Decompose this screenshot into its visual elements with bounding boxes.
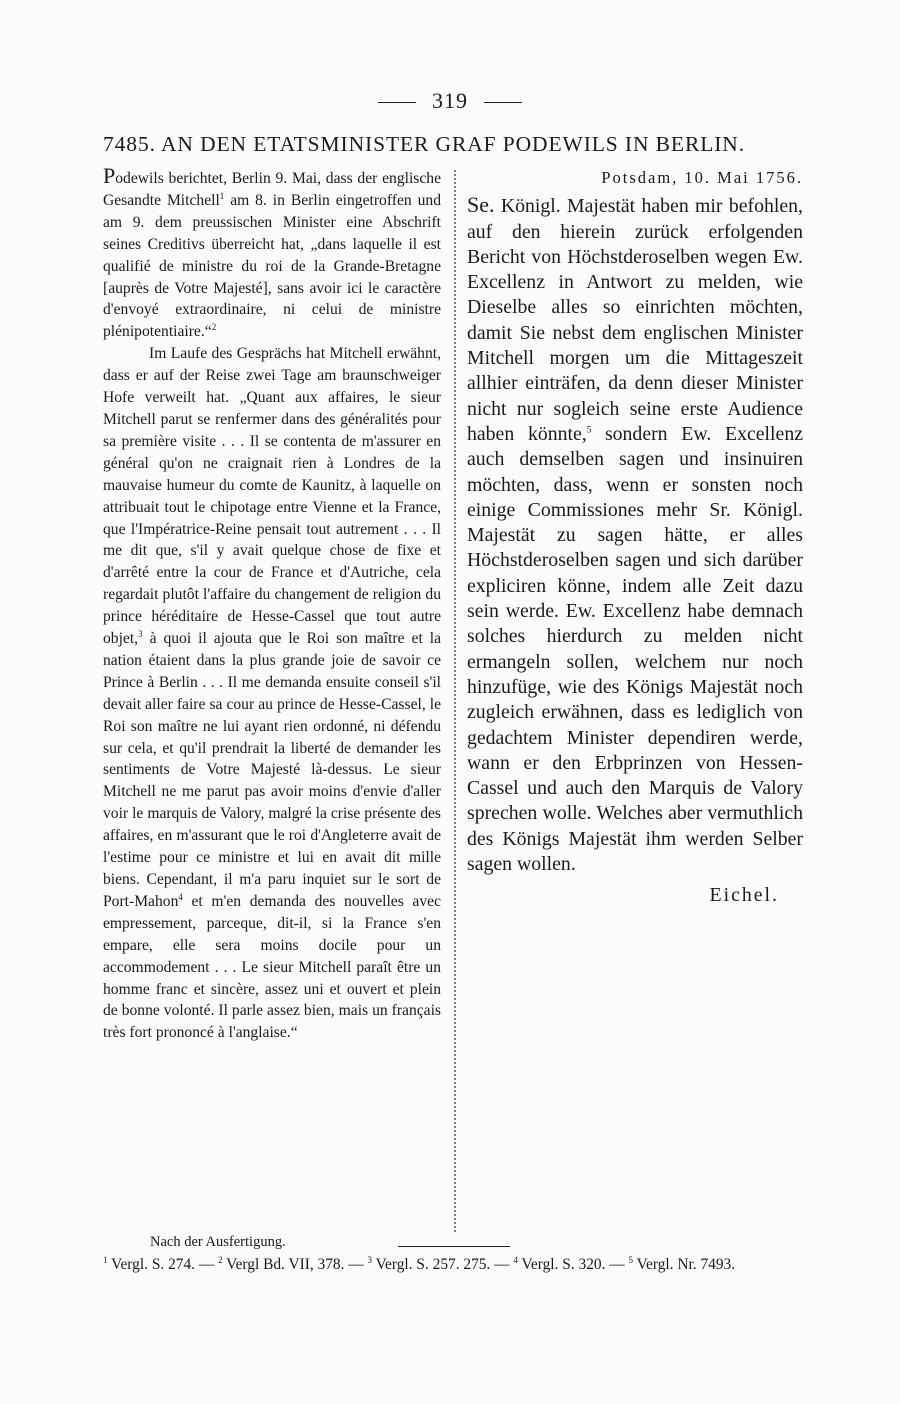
footnote [218,1256,367,1273]
footnote-ref-2: 2 [211,322,217,333]
letter-text: Königl. Majestät haben mir befohlen, auf den hierein zurück erfolgenden Bericht von Höchstderoselben wegen Ew. Excellenz in Antwort zu melden, wie Dieselbe alles so einrichten möchten, damit Sie nebst dem englischen Minister Mitchell morgen um die Mittageszeit allhier einträfen, da denn dieser Minister nicht nur sogleich seine erste Audience haben könnte, [467,195,803,445]
report-text: odewils berichtet, Berlin 9. Mai, dass der englische Gesandte Mitchell [103,170,441,209]
footnote-rule [398,1246,510,1247]
footnote [103,1256,218,1273]
signature: Eichel. [709,884,779,907]
report-text: et m'en demanda des nouvelles avec empressement, parceque, dit-il, si la France s'en empare, elle sera moins docile pour un accommodement . . . Le sieur Mitchell paraît être un homme franc et sincère, assez uni et ouvert et plein de bonne volonté. Il parle assez bien, mais un français très fort prononcé à l'anglaise.“ [103,892,441,1042]
footnote-text: Vergl. Nr. 7493. [633,1256,736,1273]
page-number: 319 [432,88,468,113]
letter-text: sondern Ew. Excellenz auch demselben sagen und insinuiren möchten, dass, wenn er sonsten noch einige Commissiones mehr Sr. Königl. Majestät zu sagen hätte, er alles Höchstderoselben sagen und sich darüber expliciren könne, indem alle Zeit dazu sein werde. Ew. Excellenz habe demnach solches hierdurch zu melden nicht ermangeln sollen, welchem nur noch hinzufüge, wie des Königs Majestät noch zugleich erwähnen, dass es lediglich von gedachtem Minister dependiren werde, wann er den Erbprinzen von Hessen-Cassel und auch den Marquis de Valory sprechen wolle. Welches aber vermuthlich des Königs Majestät ihm werden Selber sagen wollen. [467,422,803,876]
footnote-text: Vergl. S. 274. — [107,1256,219,1273]
report-text: à quoi il ajouta que le Roi son maître et la nation étaient dans la plus grande joie de savoir ce Prince à Berlin . . . Il me demanda ensuite conseil s'il devait aller faire sa cour au prince de Hesse-Cassel, le Roi son maître ne lui ayant rien ordonné, ni défendu sur cela, et qu'il prendrait la liberté de demander les sentiments de Votre Majesté là-dessus. Le sieur Mitchell ne me parut pas avoir moins d'envie d'aller voir le marquis de Valory, malgré la crise présente des affaires, en m'assurant que le roi d'Angleterre avait de l'estime pour ce ministre et lui en avait dit mille biens. Cependant, il m'a paru inquiet sur le sort de Port-Mahon [103,630,441,910]
report-paragraph-2 [103,343,441,1044]
footnote [629,1256,736,1273]
report-paragraph-1 [103,165,441,343]
footnote-text: Vergl. S. 257. 275. — [372,1256,514,1273]
footnotes [103,1254,807,1276]
footnote-mark: 1 [103,1254,108,1265]
header-dash-right [484,102,522,103]
footnote-ref-4: 4 [178,891,183,902]
dropcap-letter: P [103,163,116,188]
report-text: am 8. in Berlin eingetroffen und am 9. dem preussischen Minister eine Abschrift seines Creditivs überreicht hat, „dans laquelle il est qualifié de ministre du roi de la Grande-Bretagne [auprès de Votre Majesté], sans avoir ici le caractère d'envoyé extraordinaire, ni celui de ministre plénipotentiaire.“ [103,191,441,341]
footnote-ref-3: 3 [138,628,143,639]
page-header [0,88,900,114]
document-title: 7485. AN DEN ETATSMINISTER GRAF PODEWILS IN BERLIN. [103,132,745,156]
header-dash-left [378,102,416,103]
footnote [513,1256,628,1273]
report-text: Im Laufe des Gesprächs hat Mitchell erwähnt, dass er auf der Reise zwei Tage am braunschweiger Hofe verweilt hat. „Quant aux affaires, le sieur Mitchell parut se renfermer dans des généralités pour sa première visite . . . Il se contenta de m'assurer en général qu'on ne craignait rien à Londres de la mauvaise humeur du comte de Kaunitz, à laquelle on attribuait tout le chipotage entre Vienne et la France, que l'Impératrice-Reine pensait tout autrement . . . Il me dit que, s'il y avait quelque chose de fixe et d'arrêté entre la cour de France et d'Autriche, cela regardait plutôt l'affaire du changement de religion du prince héréditaire de Hesse-Cassel que tout autre objet, [103,345,441,648]
letter-opening: Se. [467,192,495,218]
footnote-ref-5: 5 [586,424,592,435]
footnote-ref-1: 1 [219,190,225,201]
place-date: Potsdam, 10. Mai 1756. [601,168,803,187]
footnote-mark: 5 [628,1254,634,1265]
footnote [368,1256,514,1273]
footnote-mark: 2 [218,1254,223,1265]
report-summary-column [103,165,441,1044]
letter-column [467,165,803,909]
footnote-text: Vergl Bd. VII, 378. — [222,1256,368,1273]
footnote-text: Vergl. S. 320. — [517,1256,629,1273]
letter-body [467,192,803,877]
source-note: Nach der Ausfertigung. [150,1234,286,1250]
footnote-mark: 3 [367,1254,373,1265]
column-divider [454,170,456,1232]
footnote-mark: 4 [513,1254,518,1265]
